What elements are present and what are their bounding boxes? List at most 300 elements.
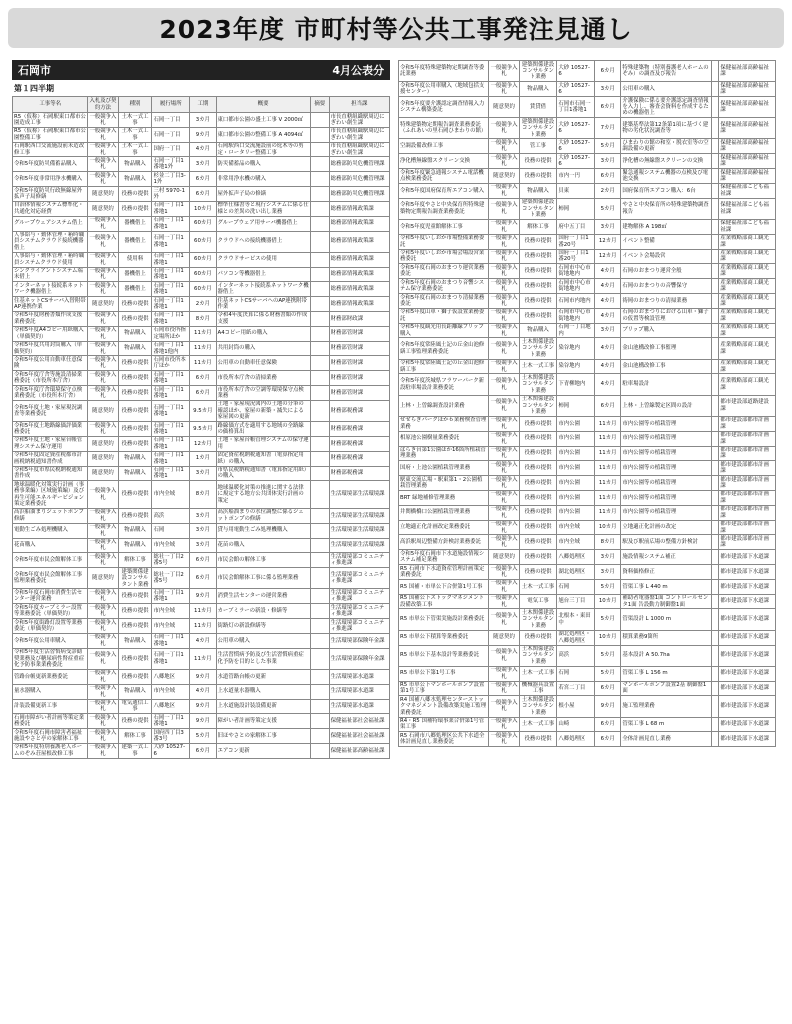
table-cell [310, 142, 329, 157]
table-cell: 役務の提供 [519, 550, 557, 565]
table-cell: 一般競争入札 [89, 524, 117, 537]
table-cell: 一般競争入札 [89, 342, 117, 355]
table-cell: 三村 5970-1外 [152, 187, 190, 202]
table-cell: 生活環境部水道課 [329, 684, 389, 699]
table-cell: 防災備蓄品の購入 [216, 157, 310, 172]
table-cell: 若宮二丁目 [557, 681, 595, 696]
table-cell: 役務の提供 [519, 565, 557, 580]
table-cell: 八郷地区 [152, 699, 190, 714]
table-cell: 総務部情報政策課 [329, 201, 389, 216]
table-cell: 国府保育所エアコン購入：6台 [621, 183, 711, 198]
table-cell: 解体工事 [118, 729, 152, 744]
table-cell: 一般競争入札 [490, 82, 518, 96]
table-cell: 随意契約 [88, 400, 118, 421]
table-cell: 役務の提供 [118, 297, 152, 312]
table-cell: 役務の提供 [519, 476, 557, 491]
table-cell: 屋外拡声子局の修繕 [216, 187, 310, 202]
table-cell [310, 400, 329, 421]
table-cell: 上水道量水器購入 [216, 684, 310, 699]
table-cell: 8カ月 [190, 481, 216, 509]
table-cell: 6カ月 [190, 568, 216, 589]
table-cell: 役務の提供 [118, 604, 152, 619]
table-cell: 令和5年度公用自動車任意保険 [13, 356, 88, 371]
table-cell: 財務部税務課 [329, 466, 389, 481]
table-cell: 令和5年度石岡のおまつり清掃業務委託 [399, 294, 489, 309]
table-cell: インターネット接続系ネットワーク機器借上 [217, 282, 309, 296]
table-cell: 都市建設部下水道課 [719, 717, 776, 732]
table-cell: 産業戦略部商工観光課 [719, 338, 776, 359]
table-cell: 一般競争入札 [490, 154, 518, 168]
table-row [399, 97, 776, 118]
table-cell: 一般競争入札 [89, 386, 117, 399]
table-cell: 役務の提供 [519, 169, 557, 184]
table-row [399, 565, 776, 580]
table-cell: 一般競争入札 [89, 113, 117, 126]
table-cell: 3カ月 [190, 466, 216, 481]
table-cell: 物品購入 [118, 172, 152, 187]
table-cell: 公用車の自動車任意保険 [216, 356, 310, 371]
table-cell: 大砂 10527-6 [152, 743, 190, 758]
table-cell: 大砂 10527-6 [557, 61, 595, 82]
table-cell: 石岡一丁目1番地1 [152, 311, 190, 326]
table-cell [711, 154, 719, 169]
contract-table-left [12, 96, 390, 759]
table-cell: 保健福祉部高齢福祉課 [719, 82, 776, 97]
table-cell: 一般競争入札 [490, 682, 518, 695]
table-row [13, 619, 390, 634]
table-cell: R5 市単公下管渠実施設計業務委託 [399, 609, 489, 630]
table-cell [310, 216, 329, 231]
table-row [13, 252, 390, 267]
table-cell: 物品購入 [118, 466, 152, 481]
table-cell: 産業戦略部商工観光課 [719, 294, 776, 309]
table-cell: 総務部防災危機管理課 [329, 157, 389, 172]
table-cell: 4カ月 [595, 308, 621, 323]
table-cell: 一般競争入札 [489, 198, 519, 219]
table-row [13, 589, 390, 604]
table-cell: 財務部管財課 [329, 371, 389, 386]
table-cell: 旭台三丁目 [557, 594, 595, 609]
table-cell [711, 476, 719, 491]
table-cell: 6カ月 [190, 371, 216, 386]
table-cell: 土木一式工事 [118, 113, 152, 128]
table-cell: 令和5年度固定資産税都市計画税納税通知書作成 [13, 451, 88, 466]
table-cell: 令和5年度土地路線価評価業務委託 [13, 422, 88, 437]
table-row [13, 311, 390, 326]
table-cell: 市内公園等の植栽管理 [621, 461, 711, 476]
table-cell: 都市建設部下水道課 [719, 630, 776, 645]
table-cell: 一般競争入札 [89, 312, 117, 325]
table-cell: 石岡一丁目1番地1 [152, 589, 190, 604]
table-cell: 役務の提供 [519, 431, 557, 446]
table-cell [711, 520, 719, 535]
column-header: 摘要 [310, 97, 329, 113]
table-cell: 3カ月 [190, 508, 216, 523]
column-header: 入札及び契約方法 [89, 98, 117, 111]
table-cell: 財務部財政課 [329, 311, 389, 326]
table-cell: 石岡一丁目1番地1 [152, 436, 190, 451]
table-cell: 生活環境部生活環境課 [329, 481, 389, 509]
table-cell: 土木一式工事 [519, 717, 557, 732]
table-cell: パソコン等機器借上 [216, 267, 310, 282]
table-cell: 使用料 [118, 252, 152, 267]
table-cell [310, 231, 329, 252]
table-cell: 都市建設部下水道課 [719, 609, 776, 630]
table-cell: 石岡市中心市街地地内 [557, 279, 595, 294]
table-cell [310, 187, 329, 202]
table-cell [310, 589, 329, 604]
table-row [13, 386, 390, 401]
table-cell: 5カ月 [595, 139, 621, 154]
table-cell: 物品購入 [519, 82, 557, 97]
table-cell: 6カ月 [190, 743, 216, 758]
table-cell: 量水器購入 [13, 684, 88, 699]
table-cell: 60カ月 [190, 252, 216, 267]
table-cell: 令和5年度やさと中央保育所特殊建築物定期報告調査業務委託 [399, 198, 489, 219]
table-cell: 6カ月 [190, 386, 216, 401]
table-cell [711, 183, 719, 198]
table-cell: 染谷地内 [557, 338, 595, 359]
table-cell: 資料価格修正 [621, 565, 711, 580]
table-cell: 60カ月 [190, 216, 216, 231]
table-cell: 11カ月 [190, 604, 216, 619]
table-cell: 石岡一丁目1番地1 [152, 297, 190, 312]
period-label: 第１四半期 [14, 84, 54, 93]
table-cell: 4カ月 [190, 684, 216, 699]
table-cell: 市内全域 [152, 481, 190, 509]
table-cell: 4カ月 [595, 264, 621, 279]
table-cell: 総務部防災危機管理課 [329, 187, 389, 202]
table-cell: 国府一丁目1番20号 [557, 249, 595, 264]
table-cell: 相原池公園樹量業務委託 [399, 431, 489, 446]
table-cell: 人事給与・勤休管理・箱時職員システムクラウド接続機器借上 [13, 231, 88, 252]
table-cell: 全体計画見直し業務 [621, 732, 711, 747]
table-cell: 石岡駅西口交流施設前未造改修工事 [13, 142, 88, 157]
table-cell [310, 127, 329, 142]
table-cell: 3カ月 [595, 219, 621, 234]
table-row [399, 732, 776, 747]
table-cell: 固定資産税納税通知書（電算指定用紙）の購入 [216, 451, 310, 466]
table-cell: 浄化槽の無線盤スクリーンの交換 [621, 154, 711, 169]
table-row [13, 568, 390, 589]
table-cell [711, 609, 719, 630]
table-cell: 役務の提供 [118, 422, 152, 437]
table-cell: 市長直轄組織駅周辺にぎわい創生課 [329, 113, 389, 128]
table-cell: 令和5年度常陸風土記の丘金山池修繕工事 [399, 359, 489, 374]
table-cell: 建物解体 A 198㎡ [621, 219, 711, 234]
table-cell: 役務の提供 [519, 520, 557, 535]
table-cell: 9カ月 [190, 714, 216, 729]
table-cell: 都市建設部都市計画課 [719, 490, 776, 505]
table-cell: 令和5年度国府保育所エアコン購入 [399, 183, 489, 198]
table-cell: グループウェアシステム借上 [13, 216, 88, 231]
table-row [399, 264, 776, 279]
table-cell: 産業戦略部商工観光課 [719, 264, 776, 279]
table-cell: 11カ月 [595, 490, 621, 505]
table-cell: 下青柳地内 [557, 374, 595, 395]
table-cell: 大砂 10527-6 [557, 118, 595, 139]
table-cell: 賃貸借 [519, 97, 557, 118]
table-cell: 役務の提供 [519, 308, 557, 323]
table-cell: 市内公園 [557, 416, 595, 431]
table-cell: 一般競争入札 [489, 338, 519, 359]
table-cell: 高浜船溜まりの水位調整に係るジェットポンプの修繕 [216, 508, 310, 523]
table-cell [711, 169, 719, 184]
table-cell: 器機借上 [118, 216, 152, 231]
table-cell [310, 619, 329, 634]
table-cell [310, 356, 329, 371]
table-cell: 一般競争入札 [89, 217, 117, 230]
table-cell: 6カ月 [595, 61, 621, 82]
table-cell: 市内公園 [557, 461, 595, 476]
table-cell: 公用車の購入 [621, 82, 711, 97]
table-row [399, 219, 776, 234]
table-cell: 6カ月 [595, 169, 621, 184]
table-cell: 公用車の購入 [216, 633, 310, 648]
table-row [13, 633, 390, 648]
table-cell: 消費生活センターの運営業務 [216, 589, 310, 604]
table-cell: やさと中央保育所の特殊建築物調査報告 [621, 198, 711, 219]
table-cell: 令和5年度市県民税納税通知書作成 [13, 466, 88, 481]
table-cell: 高浜 [557, 645, 595, 666]
table-cell: 60カ月 [190, 231, 216, 252]
table-cell: 保健福祉部高齢福祉課 [329, 743, 389, 758]
table-cell: A4コピー用紙の購入 [216, 326, 310, 341]
table-cell: 一般競争入札 [489, 118, 519, 139]
table-cell: 60カ月 [190, 267, 216, 282]
table-cell: 役務の提供 [118, 356, 152, 371]
table-cell: R5 石岡市下水道資産管理計画策定業務委託 [399, 565, 489, 580]
table-cell: 生活環境部保険年金課 [329, 633, 389, 648]
table-row [13, 714, 390, 729]
table-cell: 令和5年度児童館解体工事 [399, 219, 489, 234]
table-row [13, 297, 390, 312]
table-row [13, 436, 390, 451]
table-cell: 役務の提供 [118, 619, 152, 634]
table-row [13, 326, 390, 341]
table-row [13, 648, 390, 669]
table-cell: 生活環境部コミュニティ推進課 [329, 568, 389, 589]
table-cell: 12カ月 [595, 249, 621, 264]
table-cell: 令和5年度防災備蓄品購入 [13, 157, 88, 172]
table-cell: クラウドサービスの使用 [216, 252, 310, 267]
table-cell: 一般競争入札 [89, 589, 117, 603]
table-cell: 役務の提供 [519, 732, 557, 747]
table-cell: 一般競争入札 [490, 324, 518, 337]
table-row [399, 666, 776, 681]
table-cell: 役務の提供 [118, 481, 152, 509]
table-cell: 人事給与・勤休管理・箱時職員システムクラウド使用 [13, 252, 88, 267]
table-cell: 解体工事 [519, 219, 557, 234]
table-cell: 土地・家屋台帳管理システムの保守運用 [217, 437, 309, 450]
column-header: 工事等名 [13, 97, 88, 113]
table-cell [310, 451, 329, 466]
table-cell: 生活環境部生活環境課 [329, 538, 389, 553]
table-cell: 財務部税務課 [329, 422, 389, 437]
table-row [399, 374, 776, 395]
table-cell: 建築関係建設コンサルタント業務 [519, 198, 557, 219]
table-cell: 産業戦略部商工観光課 [719, 249, 776, 264]
table-cell: 都市建設部都市計画課 [719, 505, 776, 520]
table-cell: 保健福祉部高齢福祉課 [719, 154, 776, 169]
table-cell [711, 490, 719, 505]
table-cell: 駅東交流広場・駅東第1・2公園植栽管理業務 [399, 476, 489, 491]
table-cell: 一般競争入札 [89, 143, 117, 156]
table-cell: インターネット接続系ネットワーク機器借上 [13, 282, 88, 297]
table-cell: 4カ月 [595, 338, 621, 359]
table-cell: 一般競争入札 [89, 744, 117, 757]
table-cell [711, 666, 719, 681]
table-cell: 役務の提供 [519, 461, 557, 476]
table-cell: 6カ月 [595, 717, 621, 732]
table-cell: 財務部管財課 [329, 326, 389, 341]
table-cell: 一般競争入札 [89, 282, 117, 296]
table-row [399, 118, 776, 139]
table-cell [711, 732, 719, 747]
table-cell: 石岡一丁目1番地1 [152, 422, 190, 437]
table-cell: 市内公園 [557, 446, 595, 461]
table-row [13, 127, 390, 142]
table-cell [310, 553, 329, 568]
table-cell: 市役所本庁舎の清掃業務 [216, 371, 310, 386]
table-cell: 石岡一丁目1番地1 [152, 386, 190, 401]
table-cell: 貸与用電動生ごみ処理機購入 [216, 523, 310, 538]
table-cell [711, 431, 719, 446]
table-cell: 石岡のおまつり運営全般 [621, 264, 711, 279]
table-cell: 特殊建築物（特別養護老人ホームのぞみ）の調査及び報告 [621, 61, 711, 82]
table-cell: 都市建設部都市計画課 [719, 461, 776, 476]
table-row [399, 183, 776, 198]
table-cell: 2カ月 [595, 183, 621, 198]
table-row [399, 681, 776, 696]
table-cell: 一般競争入札 [490, 595, 518, 608]
table-cell: 10カ月 [595, 594, 621, 609]
table-cell: 自治体情報システム標準化・共通化対応経費 [13, 201, 88, 216]
table-cell [310, 341, 329, 356]
table-cell: 物品購入 [118, 341, 152, 356]
table-cell: 財務部管財課 [329, 356, 389, 371]
table-cell [310, 633, 329, 648]
table-row [399, 139, 776, 154]
table-row [13, 481, 390, 509]
table-cell: 石岡市役所本庁ほか [152, 356, 190, 371]
table-cell: 9カ月 [190, 127, 216, 142]
table-row [13, 113, 390, 128]
table-cell: 一般競争入札 [490, 461, 518, 475]
table-cell: 石岡市役所指定場所ほか [152, 326, 190, 341]
table-cell: 建築関係建設コンサルタント業務 [519, 61, 557, 82]
table-cell: 国府四丁目3番3号 [152, 729, 190, 744]
table-cell: 9カ月 [595, 696, 621, 717]
table-cell: 12カ月 [190, 436, 216, 451]
table-cell: 一般競争入札 [490, 360, 518, 373]
table-cell: 都市建設部下水道課 [719, 565, 776, 580]
table-cell: 浄化槽無線盤スクリーン交換 [399, 154, 489, 169]
table-cell: 8カ月 [595, 535, 621, 550]
table-cell: 都市建設部下水道課 [719, 681, 776, 696]
table-cell: 財務部税務課 [329, 436, 389, 451]
table-cell [310, 436, 329, 451]
table-cell: 一般競争入札 [89, 509, 117, 522]
table-cell: 施設情報システム補正 [621, 550, 711, 565]
table-cell: 随意契約 [88, 187, 118, 202]
table-cell: 市役所本庁舎の空調等環境保守点検業務 [216, 386, 310, 401]
table-cell: 一般競争入札 [89, 729, 117, 743]
table-cell [711, 308, 719, 323]
table-cell: 石岡一丁目1番地1 [152, 201, 190, 216]
table-cell: R5 市単公下マンホールポンプ設置第1号工事 [399, 681, 489, 696]
table-row [399, 630, 776, 645]
table-cell: 5カ月 [595, 609, 621, 630]
table-cell: 生活環境部水道課 [329, 669, 389, 684]
table-cell: 石岡一丁目1番地1 [152, 633, 190, 648]
table-cell: 令和5年度観光用長距離線ブリップ購入 [399, 323, 489, 338]
table-cell: 土木一式工事 [519, 666, 557, 681]
table-row [13, 604, 390, 619]
table-cell [310, 267, 329, 282]
table-cell: 市長直轄組織駅周辺にぎわい創生課 [329, 142, 389, 157]
table-cell: 石岡一丁目1番地1他内 [152, 341, 190, 356]
table-cell [310, 311, 329, 326]
table-cell: 10カ月 [595, 630, 621, 645]
table-cell: 石岡のおまつりの音響保守 [621, 279, 711, 294]
city-name: 石岡市 [18, 64, 51, 77]
table-cell [711, 338, 719, 359]
table-cell: 石岡市石岡一丁目1番地1 [557, 97, 595, 118]
table-cell: 令和5年度石岡市下水道施設情報システム補足業務 [399, 550, 489, 565]
table-cell: 7カ月 [595, 118, 621, 139]
table-cell: 土木関係建設コンサルタント業務 [519, 374, 557, 395]
table-cell: 石岡一丁目1番地1 [152, 466, 190, 481]
table-cell: 街路灯の新設修繕等 [216, 619, 310, 634]
table-cell: 旧ほやさとの家解体工事 [216, 729, 310, 744]
table-cell: 4カ月 [595, 374, 621, 395]
table-cell: 総務部情報政策課 [329, 297, 389, 312]
table-cell: 令和5年度石岡のおまつり音響システム保守業務委託 [399, 279, 489, 294]
table-cell: 6カ月 [595, 97, 621, 118]
table-cell: 令和5年度公用車購入 [13, 633, 88, 648]
table-cell: 石岡一丁目1番地1 [152, 400, 190, 421]
table-cell: 一般競争入札 [490, 250, 518, 263]
table-cell: 介護保険に係る要介護認定調査情報を入力し、審査会資料を作成するための機器借上 [621, 97, 711, 118]
table-cell: 令和5年度庁舎環境保守点検業務委託（市役所本庁舎） [13, 386, 88, 401]
table-row [13, 669, 390, 684]
table-cell: ばらき台第1公園ほか16箇所植栽管理業務 [399, 446, 489, 461]
table-cell: 非常用浄水機の購入 [216, 172, 310, 187]
table-cell [711, 82, 719, 97]
table-cell: 一般競争入札 [89, 714, 117, 728]
table-cell: 大砂 10527-6 [557, 82, 595, 97]
table-cell [711, 395, 719, 416]
table-cell: 石岡一丁目1番地1 [152, 714, 190, 729]
table-cell: 令和4年度決算に係る財務書類の作成支援 [216, 311, 310, 326]
table-cell: 一般競争入札 [490, 718, 518, 731]
table-cell: 都市建設部下水道課 [719, 732, 776, 747]
table-cell: 市内一円 [557, 169, 595, 184]
table-cell [711, 416, 719, 431]
table-cell: 5カ月 [595, 198, 621, 219]
table-cell [310, 282, 329, 297]
table-cell: 生活環境部コミュニティ推進課 [329, 604, 389, 619]
table-cell: 上水道施設計装設備更新 [216, 699, 310, 714]
table-row [399, 476, 776, 491]
table-cell: 3カ月 [190, 113, 216, 128]
table-cell [711, 264, 719, 279]
table-cell: 一般競争入札 [490, 417, 518, 430]
table-cell: 電気通信工事 [118, 699, 152, 714]
table-cell: 4カ月 [595, 359, 621, 374]
table-cell: 生活環境部生活環境課 [329, 523, 389, 538]
